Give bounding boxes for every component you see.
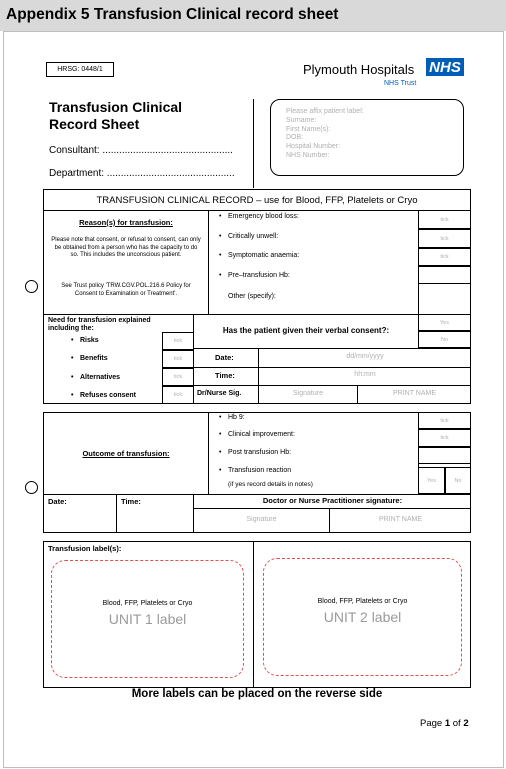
nhs-logo: NHS [426, 58, 464, 76]
outcome-date-field[interactable] [44, 509, 116, 532]
reason-item: • Critically unwell: [228, 233, 278, 240]
reason-item: Other (specify): [228, 293, 276, 300]
outcome-time-field[interactable] [117, 509, 193, 532]
patient-label-line: Please affix patient label: [286, 108, 364, 115]
page-number [420, 718, 469, 729]
unit1-caption: Blood, FFP, Platelets or Cryo [102, 600, 193, 607]
punch-hole [25, 481, 38, 494]
date-label: Date: [215, 353, 234, 362]
form-title-line2: Record Sheet [49, 116, 140, 132]
page-prefix: Page [420, 718, 445, 729]
divider [193, 348, 471, 349]
divider [208, 210, 209, 314]
org-name: Plymouth Hospitals [303, 62, 415, 77]
divider [208, 412, 209, 494]
tick-box-critically-unwell[interactable]: tick [418, 229, 471, 248]
consent-note: Please note that consent, or refusal to consent, can only be obtained from a person who has the capacity to do so. This includes the unconscious patient. [51, 237, 201, 258]
patient-label-line: Hospital Number: [286, 143, 341, 151]
outcome-signature-field[interactable]: Signature [246, 516, 277, 523]
tick-box-refuses[interactable]: tick [162, 386, 194, 404]
unit2-label-area[interactable] [263, 558, 462, 676]
labels-heading: Transfusion label(s): [48, 544, 122, 553]
outcome-item: • Post transfusion Hb: [228, 449, 291, 456]
consent-yes-box[interactable]: Yes [418, 314, 471, 331]
post-hb-value-box[interactable] [418, 447, 471, 464]
sig-label: Dr/Nurse Sig. [197, 390, 242, 397]
form-code: HRSG: 0448/1 [46, 62, 114, 77]
footer-note: More labels can be placed on the reverse side [131, 688, 383, 700]
consent-no-box[interactable]: No [418, 331, 471, 348]
outcome-print-name-field[interactable]: PRINT NAME [378, 516, 423, 523]
page-total: 2 [463, 718, 469, 729]
outcome-time-label: Time: [121, 497, 141, 506]
unit1-label-area[interactable] [51, 560, 244, 678]
reaction-yes-box[interactable]: Yes [418, 467, 445, 494]
tick-box-alternatives[interactable]: tick [162, 368, 194, 386]
divider [43, 494, 471, 495]
divider [193, 367, 471, 368]
unit1-label-text: UNIT 1 label [108, 611, 187, 627]
policy-note: See Trust policy 'TRW.CGV.POL.216.6 Policy for Consent to Examination or Treatment'. [61, 283, 191, 297]
patient-label-box[interactable] [270, 99, 464, 176]
reaction-no-box[interactable]: No [445, 467, 471, 494]
punch-hole [25, 280, 38, 293]
explained-item: • Risks [80, 337, 99, 344]
reaction-note: (if yes record details in notes) [228, 481, 313, 488]
outcome-item: • Transfusion reaction [228, 467, 291, 474]
unit2-caption: Blood, FFP, Platelets or Cryo [317, 598, 408, 605]
explained-item: • Benefits [80, 355, 108, 362]
reason-item: • Pre–transfusion Hb: [228, 272, 290, 279]
divider [193, 508, 471, 509]
unit2-label-text: UNIT 2 label [323, 609, 402, 625]
reason-item: • Emergency blood loss: [228, 213, 299, 220]
divider [193, 385, 471, 386]
explained-item: • Refuses consent [80, 392, 136, 399]
print-name-field[interactable]: PRINT NAME [392, 390, 437, 397]
patient-label-line: NHS Number: [286, 151, 330, 159]
page-mid: of [450, 718, 464, 729]
org-trust: NHS Trust [384, 80, 417, 87]
divider [253, 99, 254, 188]
tick-box-risks[interactable]: tick [162, 332, 194, 350]
divider [43, 314, 471, 315]
patient-label-lines [286, 108, 463, 161]
tick-box-clinical-improvement[interactable]: tick [418, 429, 471, 447]
patient-label-line: First Name(s): [286, 125, 331, 133]
date-field[interactable]: dd/mm/yyyy [346, 353, 384, 360]
doctor-sig-label: Doctor or Nurse Practitioner signature: [262, 496, 403, 505]
reason-item: • Symptomatic anaemia: [228, 252, 299, 259]
signature-field[interactable]: Signature [293, 390, 323, 397]
record-title: TRANSFUSION CLINICAL RECORD – use for Blood, FFP, Platelets or Cryo [96, 195, 418, 206]
reasons-heading: Reason(s) for transfusion: [79, 218, 173, 227]
patient-label-line: DOB: [286, 134, 304, 142]
explained-heading: Need for transfusion explained including the: [48, 317, 151, 332]
form-title-line1: Transfusion Clinical [49, 99, 183, 115]
divider [43, 210, 471, 211]
time-field[interactable]: hh:mm [354, 371, 376, 378]
outcome-date-label: Date: [48, 497, 67, 506]
patient-label-line: Surname: [286, 116, 317, 124]
outcome-item: • Clinical improvement: [228, 431, 295, 438]
tick-box-anaemia[interactable]: tick [418, 248, 471, 266]
tick-box-benefits[interactable]: tick [162, 350, 194, 368]
tick-box-emergency[interactable]: tick [418, 210, 471, 229]
outcome-item: • Hb 9: [228, 414, 245, 421]
divider [253, 541, 254, 688]
hb-value-box[interactable] [418, 266, 471, 284]
verbal-consent-question: Has the patient given their verbal consent?: [222, 326, 390, 335]
outcome-heading: Outcome of transfusion: [82, 449, 170, 458]
department-field[interactable]: Department: .............................................. [49, 168, 235, 179]
page-title: Appendix 5 Transfusion Clinical record sheet [6, 6, 339, 23]
page-current: 1 [444, 718, 451, 729]
consultant-field[interactable]: Consultant: ............................................... [49, 145, 233, 156]
time-label: Time: [215, 371, 235, 380]
explained-item: • Alternatives [80, 374, 120, 381]
tick-box-hb9[interactable]: tick [418, 412, 471, 429]
